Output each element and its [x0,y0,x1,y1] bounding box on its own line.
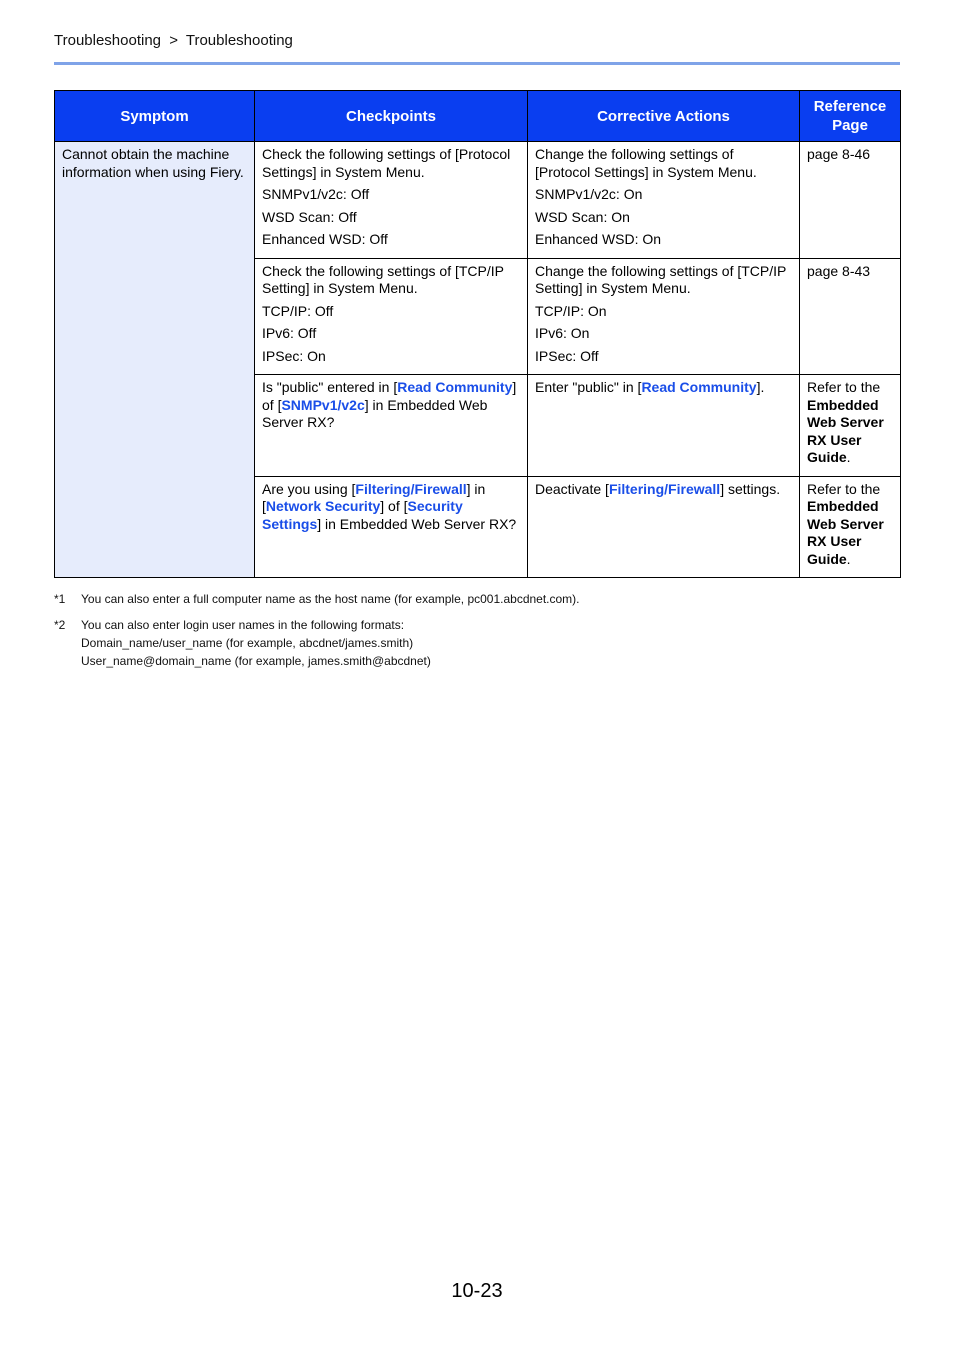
reference-suffix: . [846,550,851,567]
action-item: IPSec: Off [535,347,599,364]
symptom-text: Cannot obtain the machine information when using Fiery. [62,146,244,180]
reference-guide-title: Embedded Web Server RX User Guide [807,498,884,567]
footnote-text: User_name@domain_name (for example, james.smith@abcdnet) [81,654,431,668]
action-text: ] settings. [720,480,781,497]
action-cell [528,258,800,375]
action-item: TCP/IP: On [535,302,607,319]
filtering-firewall-link[interactable]: Filtering/Firewall [608,480,721,497]
symptom-cell [55,142,255,578]
checkpoint-item: IPSec: On [262,347,326,364]
checkpoint-text: Is "public" entered in [ [262,379,398,395]
reference-guide-title: Embedded Web Server RX User Guide [807,396,884,465]
checkpoint-text: ] of [ [380,498,408,514]
footnote-text: You can also enter login user names in the following formats: [81,618,405,632]
footnotes [54,590,580,678]
action-item: SNMPv1/v2c: On [535,186,643,202]
footnote-text: Domain_name/user_name (for example, abcdnet/james.smith) [81,636,414,650]
action-text: Deactivate [ [535,480,609,497]
action-cell [528,375,800,477]
checkpoint-cell [255,142,528,259]
action-cell [528,476,800,578]
checkpoint-intro: Check the following settings of [TCP/IP Setting] in System Menu. [262,262,504,296]
action-item: Enhanced WSD: On [535,231,662,247]
header-divider [54,62,900,65]
checkpoint-item: SNMPv1/v2c: Off [262,186,370,202]
reference-prefix: Refer to the [807,480,881,497]
checkpoint-item: Enhanced WSD: Off [262,231,388,247]
footnote-text: You can also enter a full computer name as the host name (for example, pc001.abcdnet.com). [81,592,580,606]
reference-page-link[interactable]: page 8-46 [807,146,871,162]
checkpoint-text: ] in Embedded Web Server RX? [317,515,517,532]
reference-suffix: . [846,449,851,465]
checkpoint-cell [255,258,528,375]
security-settings-link[interactable]: Security Settings [262,498,463,532]
reference-cell [800,375,901,477]
filtering-firewall-link[interactable]: Filtering/Firewall [355,480,467,497]
checkpoint-intro: Check the following settings of [Protocol Settings] in System Menu. [262,146,511,180]
action-intro: Change the following settings of [Protocol Settings] in System Menu. [535,146,757,180]
action-item: IPv6: On [535,325,590,341]
checkpoint-cell [255,375,528,477]
table-row [55,142,901,259]
checkpoint-text: ] of [ [262,379,517,413]
reference-prefix: Refer to the [807,379,881,395]
footnote [54,590,580,608]
reference-cell [800,142,901,259]
read-community-link[interactable]: Read Community [641,379,757,395]
read-community-link[interactable]: Read Community [397,379,513,395]
page-number: 10-23 [451,1280,503,1302]
checkpoint-cell [255,476,528,578]
footnote [54,616,580,670]
action-cell [528,142,800,259]
header-symptom: Symptom [55,91,255,142]
reference-cell [800,476,901,578]
header-checkpoints: Checkpoints [255,91,528,142]
action-intro: Change the following settings of [TCP/IP Setting] in System Menu. [535,262,787,296]
action-item: WSD Scan: On [535,208,630,225]
action-text: ]. [756,379,765,395]
checkpoint-item: TCP/IP: Off [262,302,334,319]
snmpv1-v2c-link[interactable]: SNMPv1/v2c [281,396,365,413]
network-security-link[interactable]: Network Security [265,498,381,514]
troubleshooting-table [54,90,901,578]
breadcrumb-page[interactable]: Troubleshooting [185,32,293,49]
header-reference-page: Reference Page [800,91,901,142]
checkpoint-item: IPv6: Off [262,325,317,341]
checkpoint-text: Are you using [ [262,480,356,497]
reference-page-link[interactable]: page 8-43 [807,262,871,279]
footnote-mark: *1 [54,592,66,606]
breadcrumb-separator: > [169,32,178,49]
footnote-mark: *2 [54,618,66,632]
checkpoint-text: ] in [ [262,480,486,514]
checkpoint-item: WSD Scan: Off [262,208,357,225]
action-text: Enter "public" in [ [535,379,642,395]
checkpoint-text: ] in Embedded Web Server RX? [262,396,488,430]
header-corrective-actions: Corrective Actions [528,91,800,142]
reference-cell [800,258,901,375]
table-header-row [55,91,901,142]
breadcrumb-section[interactable]: Troubleshooting [54,32,162,49]
breadcrumb [54,32,293,49]
